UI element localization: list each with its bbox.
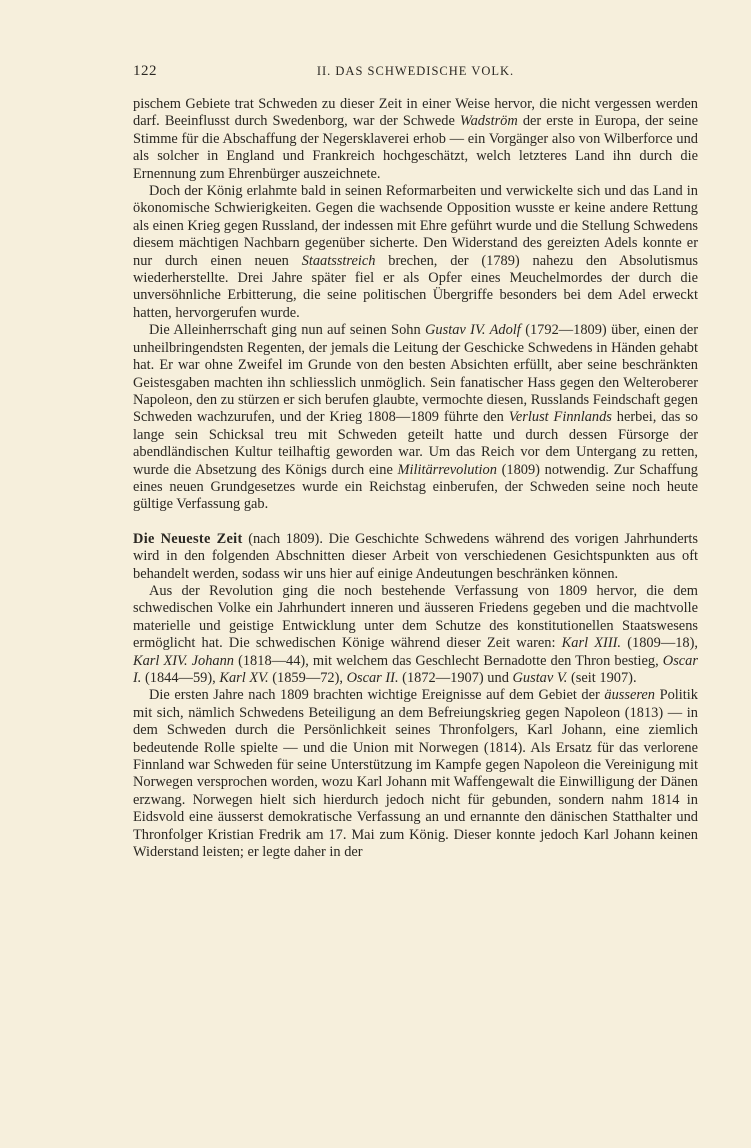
text-run: Die Alleinherrschaft ging nun auf seinen Sohn [149,322,426,339]
text-run: Die ersten Jahre nach 1809 brachten wichtige Ereignisse auf dem Gebiet der [149,687,605,704]
text-run: (1818—44), mit welchem das Geschlecht Bernadotte den Thron bestieg, [234,652,663,669]
italic-run: Oscar II. [346,670,399,686]
page-header [133,63,698,83]
text-run: (nach 1809). Die Geschichte Schwedens während des vorigen Jahrhunderts wird in den folgenden Abschnitten dieser Arbeit von verschiedenen Gesichtspunkten aus oft behandelt werden, sodass wir uns hier auf einige Andeutungen beschränken können. [133,530,698,582]
italic-run: Staatsstreich [301,252,376,269]
text-run: Politik mit sich, nämlich Schwedens Beteiligung an dem Befreiungskrieg gegen Napoleon (1813) — in dem Schweden durch die Persönlichkeit seines Thronfolgers, Karl Johann, eine ziemlich bedeutende Rolle spielte — und die Union mit Norwegen (1814). Als Ersatz für das verlorene Finnland war Schweden für seine Unterstützung im Kampfe gegen Napoleon die Vereinigung mit Norwegen versprochen worden, wozu Karl Johann mit Waffengewalt die Einwilligung der Dänen erzwang. Norwegen hielt sich hierdurch jedoch nicht für gebunden, sondern nahm 1814 in Eidsvold eine äusserst demokratische Verfassung an und ernannte den dänischen Statthalter und Thronfolger Kristian Fredrik am 17. Mai zum König. Dieser konnte jedoch Karl Johann keinen Widerstand leisten; er legte daher in der [133,687,698,861]
text-run: (1809) notwendig. Zur Schaffung eines neuen Grundgesetzes wurde ein Reichstag einberufen, der Schweden seine noch heute gültige Verfassung gab. [133,461,698,513]
italic-run: Verlust Finnlands [508,409,612,426]
text-run: der erste in Europa, der seine Stimme für die Abschaffung der Negersklaverei erhob — ein Vorgänger also von Wilberforce und als solcher in England und Frankreich hochgeschätzt, welch letzteres Land ihn durch die Ernennung zum Ehrenbürger auszeichnete. [133,113,698,182]
italic-run: Gustav IV. Adolf [425,322,521,339]
italic-run: äusseren [604,687,656,704]
paragraph [133,96,698,183]
text-run: (1792—1809) über, einen der unheilbringendsten Regenten, der jemals die Leitung der Geschicke Schwedens in Händen gehabt hat. Er war ohne Zweifel im Grunde von den besten Absichten erfüllt, aber seine beschränkten Geistesgaben machten ihn schliesslich unmöglich. Sein fanatischer Hass gegen den Welteroberer Napoleon, den zu stürzen er sich berufen glaubte, vermochte diesen, Russlands Feindschaft gegen Schweden wachzurufen, und der Krieg 1808—1809 führte den [133,322,698,426]
section-paragraph-neueste-zeit [133,531,698,583]
text-run: brechen, der (1789) nahezu den Absolutismus wiederherstellte. Drei Jahre später fiel er als Opfer eines Meuchelmordes der durch die unversöhnliche Erbitterung, die seine politischen Übergriffe besonders bei dem Adel erweckt hatten, hervorgerufen wurde. [133,252,698,321]
paragraph [133,687,698,861]
italic-run: Karl XIII. [561,635,622,652]
paragraph [133,183,698,322]
page-number: 122 [133,63,157,79]
text-run: herbei, das so lange sein Schicksal treu mit Schweden geteilt hatte und durch dessen Fürsorge der abendländischen Kultur teilhaftig geworden war. Um das Reich vor dem Untergang zu retten, wurde die Absetzung des Königs durch eine [133,409,699,478]
text-run: (1872—1907) und [398,670,513,686]
text-run: pischem Gebiete trat Schweden zu dieser Zeit in einer Weise hervor, die nicht vergessen werden darf. Beeinflusst durch Swedenborg, war der Schwede [133,96,698,130]
italic-run: Oscar I. [133,652,698,686]
run-in-heading: Die Neueste Zeit [133,530,243,547]
text-run: (seit 1907). [567,670,637,686]
italic-run: Wadström [459,113,518,130]
italic-run: Militärrevolution [397,461,497,478]
paragraph [133,322,698,513]
italic-run: Karl XIV. Johann [133,652,234,669]
text-run: (1844—59), [141,670,220,686]
text-run: (1859—72), [268,670,347,686]
text-run: Doch der König erlahmte bald in seinen Reformarbeiten und verwickelte sich und das Land in ökonomische Schwierigkeiten. Gegen die wachsende Opposition wusste er keine andere Rettung als einen Krieg gegen Russland, der indessen mit Ehre geführt wurde und die Stellung Schwedens diesem mächtigen Nachbarn gegenüber sicherte. Den Widerstand des gereizten Adels konnte er nur durch einen neuen [133,183,698,269]
text-run: Aus der Revolution ging die noch bestehende Verfassung von 1809 hervor, die dem schwedischen Volke ein Jahrhundert inneren und äusseren Friedens gegeben und die machtvolle materielle und geistige Entwicklung unter dem Schutze des konstitutionellen Staatswesens ermöglicht hat. Die schwedischen Könige während dieser Zeit waren: [133,582,698,652]
running-title: II. DAS SCHWEDISCHE VOLK. [316,64,515,78]
italic-run: Gustav V. [512,670,568,686]
page-body [133,96,698,861]
paragraph [133,583,698,687]
italic-run: Karl XV. [219,670,269,686]
text-run: (1809—18), [621,635,698,652]
